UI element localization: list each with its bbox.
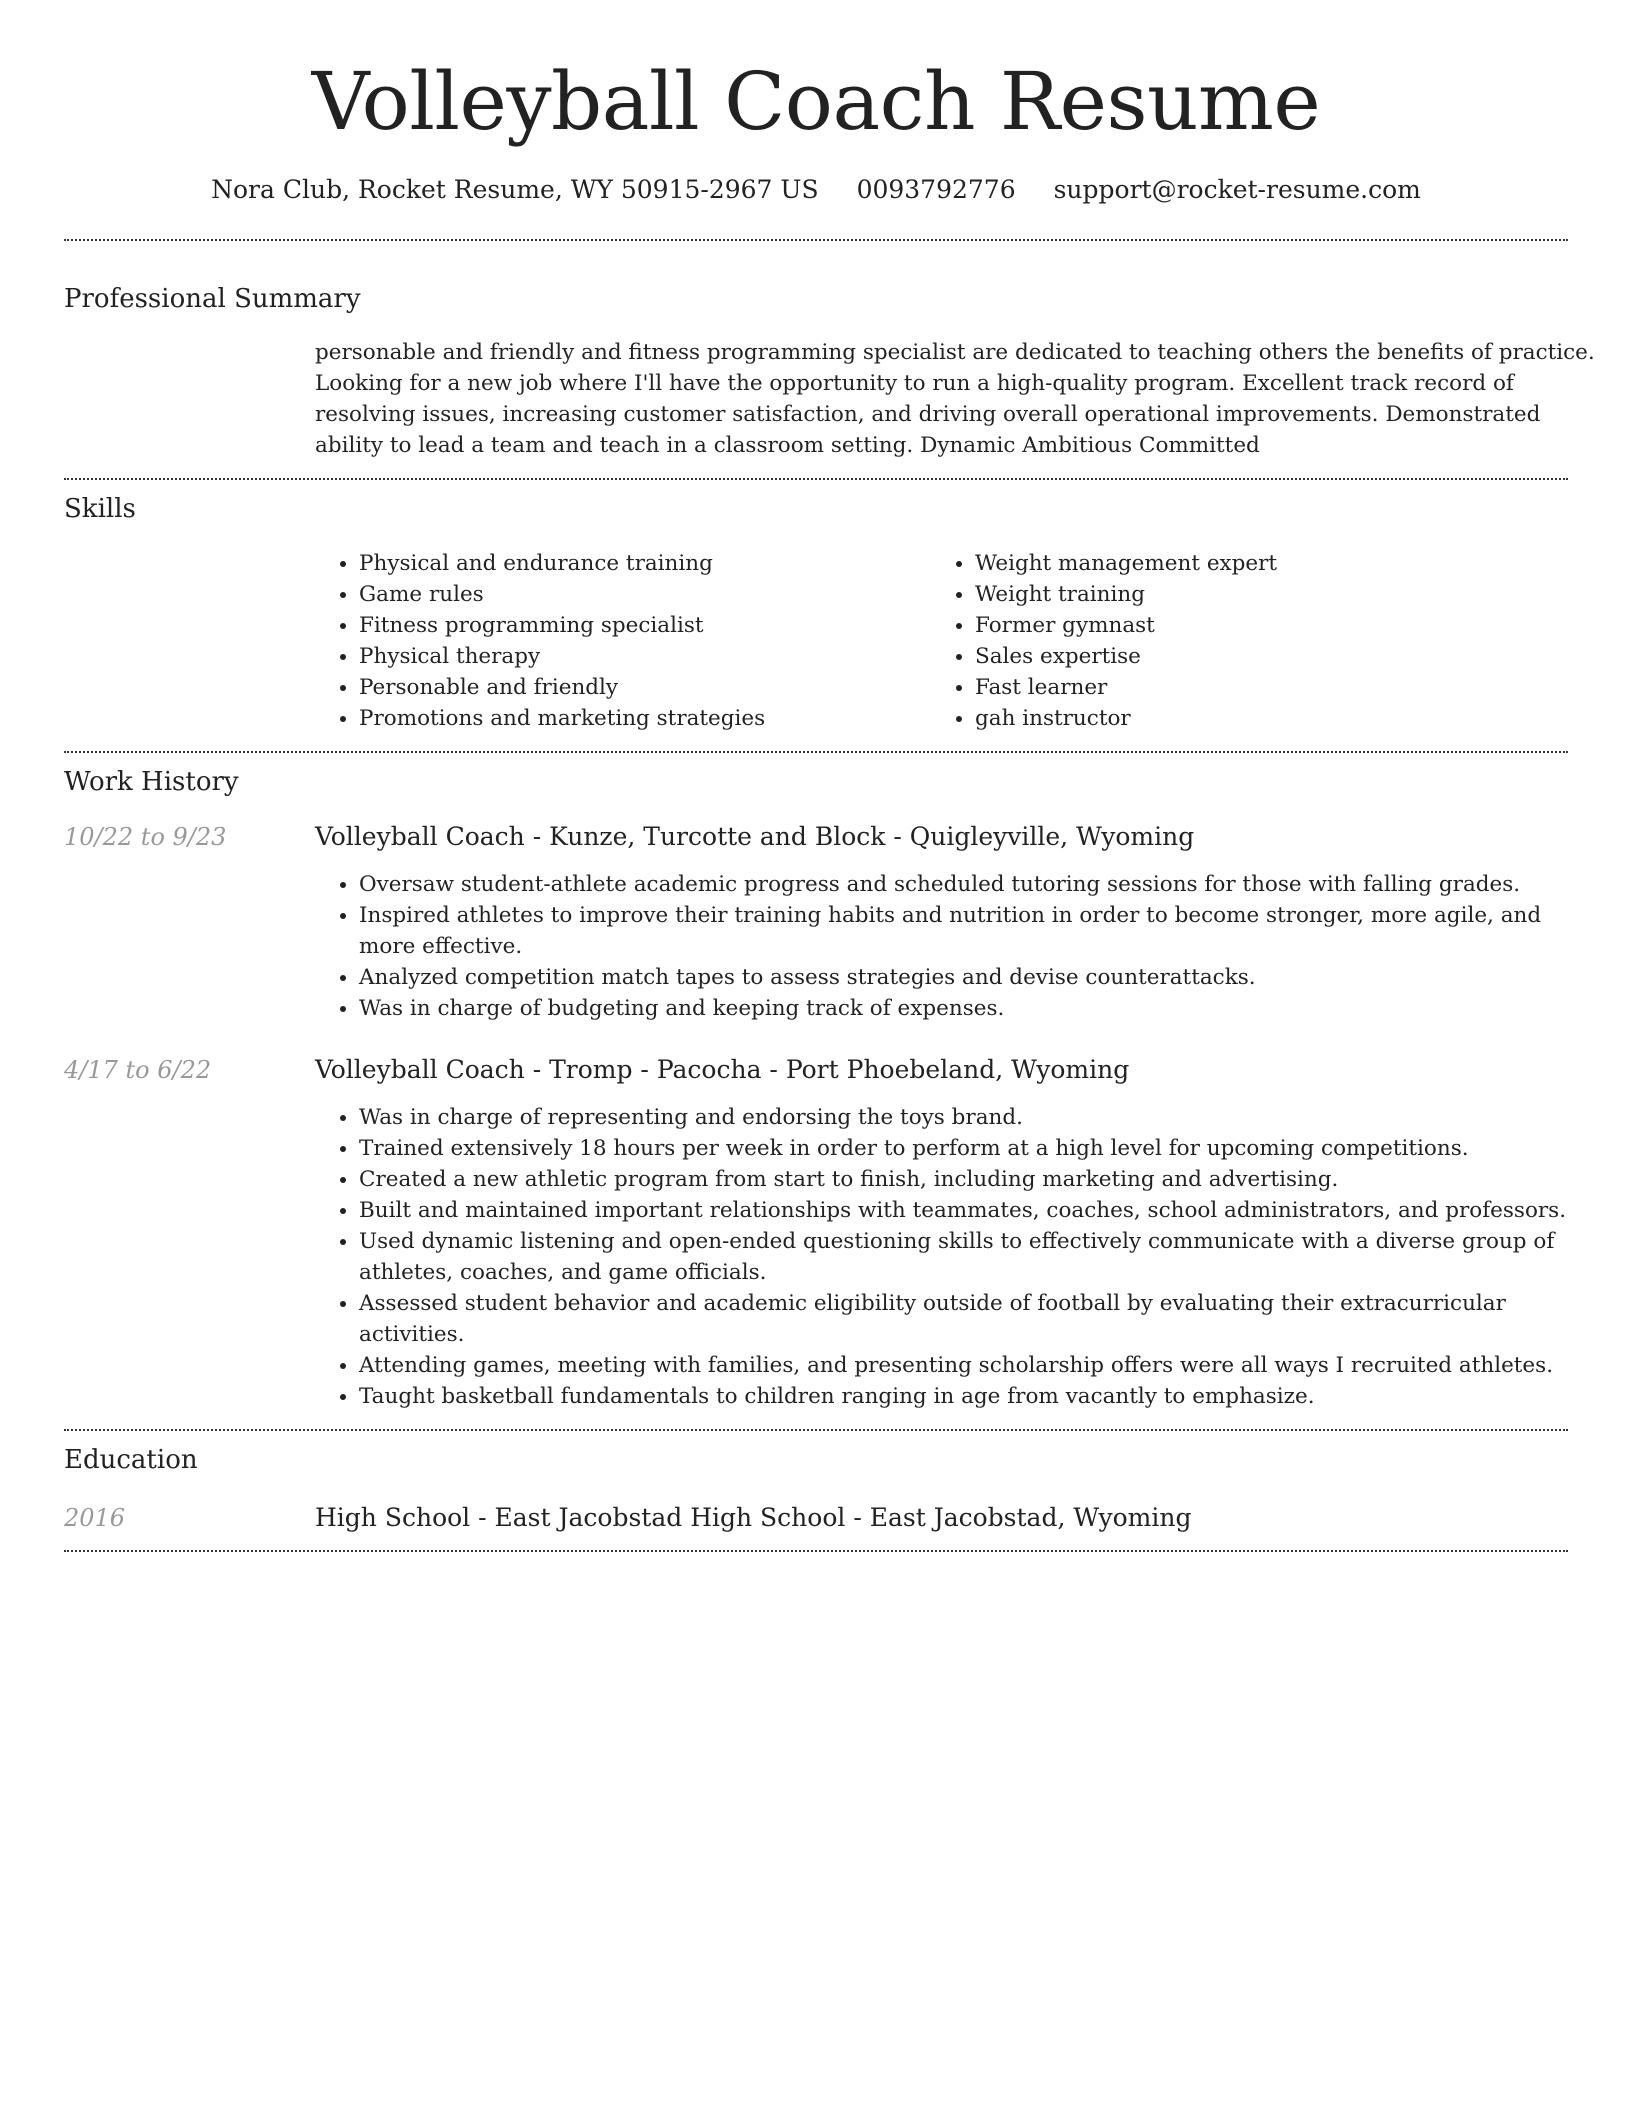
- divider: [64, 239, 1568, 241]
- job-bullet: • Was in charge of budgeting and keeping track of expenses.: [359, 993, 1583, 1024]
- skill-item: • Fitness programming specialist: [359, 610, 931, 641]
- skill-item: • Personable and friendly: [359, 672, 931, 703]
- skill-item: • Physical therapy: [359, 641, 931, 672]
- job-bullet: • Was in charge of representing and endorsing the toys brand.: [359, 1102, 1583, 1133]
- contact-phone: 0093792776: [856, 175, 1016, 204]
- resume-title: Volleyball Coach Resume: [311, 55, 1321, 148]
- education-entry: [64, 1502, 1568, 1534]
- job-bullet: • Inspired athletes to improve their training habits and nutrition in order to become stronger, more agile, and more effective.: [359, 900, 1583, 962]
- education-title: High School - East Jacobstad High School - East Jacobstad, Wyoming: [315, 1503, 1192, 1532]
- job-body: [315, 1054, 1583, 1412]
- contact-address: Nora Club, Rocket Resume, WY 50915-2967 US: [211, 175, 819, 204]
- job-bullet: • Oversaw student-athlete academic progress and scheduled tutoring sessions for those with falling grades.: [359, 869, 1583, 900]
- skill-item: • Physical and endurance training: [359, 548, 931, 579]
- job-bullet: • Used dynamic listening and open-ended questioning skills to effectively communicate with a diverse group of athletes, coaches, and game officials.: [359, 1226, 1583, 1288]
- job-body: [315, 821, 1583, 1024]
- job-dates: 4/17 to 6/22: [64, 1056, 212, 1084]
- job-bullet: • Analyzed competition match tapes to assess strategies and devise counterattacks.: [359, 962, 1583, 993]
- summary-text: personable and friendly and fitness programming specialist are dedicated to teaching others the benefits of practice. Looking for a new job where I'll have the opportunity to run a high-quality program. Excellent track record of resolving issues, increasing customer satisfaction, and driving overall operational improvements. Demonstrated ability to lead a team and teach in a classroom setting. Dynamic Ambitious Committed: [315, 340, 1595, 458]
- skill-item: • Former gymnast: [975, 610, 1277, 641]
- skills-right-column: [931, 548, 1277, 734]
- job-bullets: [315, 869, 1583, 1024]
- job-dates: 10/22 to 9/23: [64, 823, 227, 851]
- summary-heading: Professional Summary: [64, 284, 361, 314]
- skill-item: • Promotions and marketing strategies: [359, 703, 931, 734]
- job-entry: [64, 821, 1568, 1024]
- job-bullets: [315, 1102, 1583, 1412]
- skill-item: • Weight training: [975, 579, 1277, 610]
- divider: [64, 1550, 1568, 1552]
- job-title: Volleyball Coach - Tromp - Pacocha - Port Phoebeland, Wyoming: [315, 1055, 1130, 1084]
- work-history-heading: Work History: [64, 767, 239, 797]
- divider: [64, 1429, 1568, 1431]
- education-year: 2016: [64, 1504, 126, 1532]
- skill-item: • Weight management expert: [975, 548, 1277, 579]
- job-bullet: • Built and maintained important relationships with teammates, coaches, school administrators, and professors.: [359, 1195, 1583, 1226]
- contact-email: support@rocket-resume.com: [1053, 175, 1421, 204]
- skill-item: • Sales expertise: [975, 641, 1277, 672]
- education-heading: Education: [64, 1445, 198, 1475]
- contact-line: [64, 174, 1568, 206]
- job-bullet: • Taught basketball fundamentals to children ranging in age from vacantly to emphasize.: [359, 1381, 1583, 1412]
- skills-heading: Skills: [64, 494, 136, 524]
- skill-item: • gah instructor: [975, 703, 1277, 734]
- skill-item: • Game rules: [359, 579, 931, 610]
- job-bullet: • Attending games, meeting with families, and presenting scholarship offers were all ways I recruited athletes.: [359, 1350, 1583, 1381]
- skills-left-column: [315, 548, 931, 734]
- divider: [64, 478, 1568, 480]
- skills-grid: [315, 548, 1568, 734]
- job-bullet: • Assessed student behavior and academic eligibility outside of football by evaluating their extracurricular activities.: [359, 1288, 1583, 1350]
- job-bullet: • Trained extensively 18 hours per week in order to perform at a high level for upcoming competitions.: [359, 1133, 1583, 1164]
- job-bullet: • Created a new athletic program from start to finish, including marketing and advertising.: [359, 1164, 1583, 1195]
- divider: [64, 751, 1568, 753]
- job-title: Volleyball Coach - Kunze, Turcotte and Block - Quigleyville, Wyoming: [315, 822, 1195, 851]
- job-entry: [64, 1054, 1568, 1412]
- skill-item: • Fast learner: [975, 672, 1277, 703]
